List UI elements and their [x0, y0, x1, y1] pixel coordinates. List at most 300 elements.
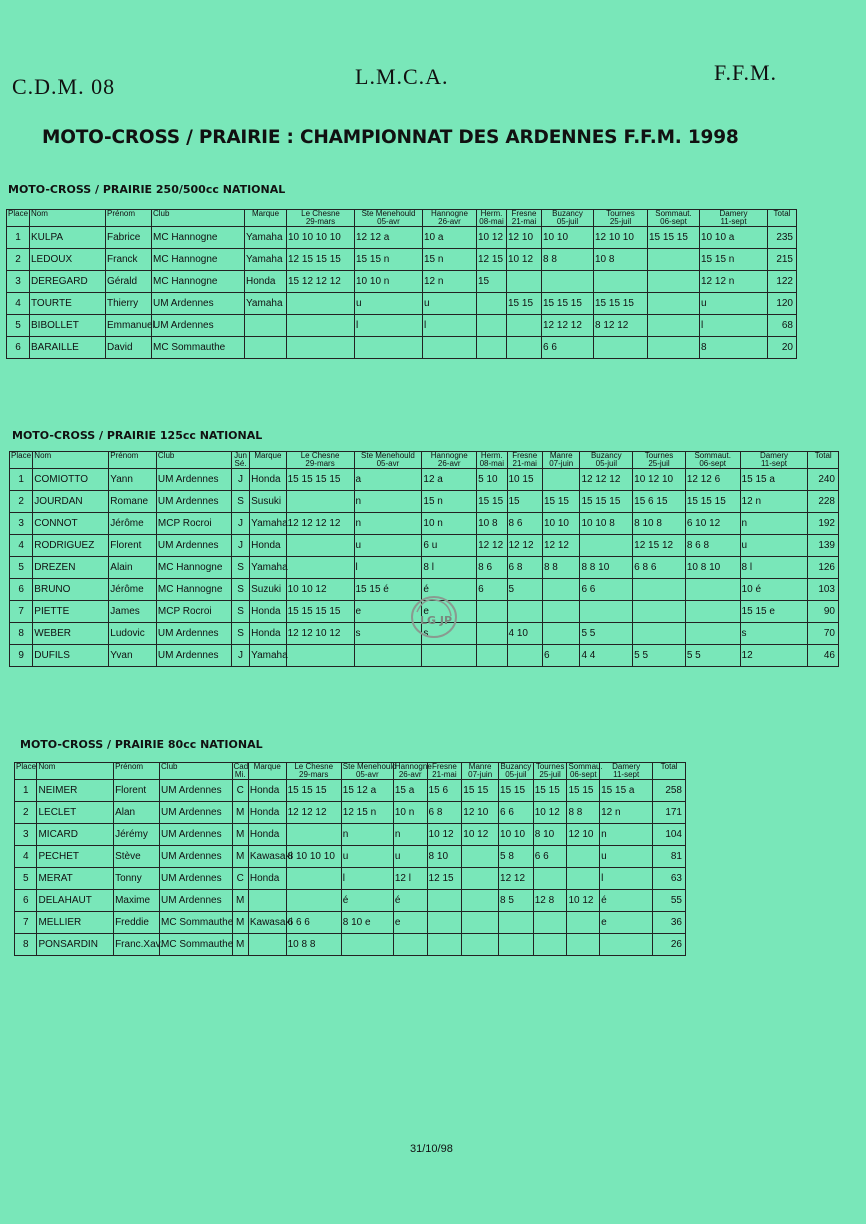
score-cell: M — [232, 890, 248, 912]
score-cell — [600, 934, 653, 956]
score-cell: S — [231, 601, 249, 623]
score-cell: e — [600, 912, 653, 934]
score-cell: 12 12 — [542, 535, 579, 557]
place-cell: 8 — [10, 623, 33, 645]
score-cell: 6 6 — [533, 846, 567, 868]
total-cell: 228 — [808, 491, 839, 513]
header-nom-blank — [37, 771, 114, 780]
results-table-80cc — [14, 762, 686, 956]
name-cell: MERAT — [37, 868, 114, 890]
score-cell: l — [354, 557, 422, 579]
score-cell: n — [354, 491, 422, 513]
header-nom-blank — [33, 460, 109, 469]
score-cell: 10 15 — [507, 469, 542, 491]
place-cell: 3 — [7, 271, 30, 293]
place-cell: 6 — [7, 337, 30, 359]
race-date: 29-mars — [286, 771, 341, 780]
race-name: Sommau. — [568, 762, 603, 771]
stamp-icon — [405, 590, 463, 644]
score-cell — [248, 934, 286, 956]
score-cell: Susuki — [250, 491, 286, 513]
name-cell: WEBER — [33, 623, 109, 645]
score-cell — [507, 315, 542, 337]
score-cell — [245, 315, 287, 337]
score-cell: 10 10 — [542, 513, 579, 535]
race-name: Manre — [542, 452, 579, 461]
race-date: 06-sept — [685, 460, 740, 469]
score-cell: 10 10 — [542, 227, 594, 249]
header-marque-blank — [245, 218, 287, 227]
score-cell: 15 12 12 12 — [287, 271, 355, 293]
score-cell — [542, 579, 579, 601]
score-cell: é — [422, 579, 477, 601]
race-date: 05-juil — [499, 771, 534, 780]
score-cell: 8 12 12 — [594, 315, 648, 337]
score-cell: 6 — [542, 645, 579, 667]
name-cell: LECLET — [37, 802, 114, 824]
race-name: Hannogne — [422, 452, 477, 461]
place-cell: 3 — [15, 824, 37, 846]
score-cell — [286, 645, 354, 667]
score-cell — [462, 846, 499, 868]
race-name: Fresne — [507, 452, 542, 461]
score-cell — [422, 645, 477, 667]
footer-date: 31/10/98 — [410, 1143, 453, 1155]
firstname-cell: Jérôme — [109, 513, 157, 535]
table-row — [10, 469, 839, 491]
race-date: 08-mai — [477, 218, 507, 227]
race-date: 11-sept — [600, 771, 653, 780]
firstname-cell: Florent — [114, 780, 160, 802]
race-name: Tournes — [594, 210, 648, 219]
header-nom: Nom — [30, 210, 106, 219]
total-cell: 55 — [653, 890, 686, 912]
total-cell: 63 — [653, 868, 686, 890]
score-cell: 6 8 6 — [633, 557, 686, 579]
score-cell — [542, 601, 579, 623]
score-cell: 12 10 — [507, 227, 542, 249]
score-cell: 8 10 e — [341, 912, 393, 934]
total-cell: 240 — [808, 469, 839, 491]
club-cell: UM Ardennes — [156, 645, 231, 667]
header-prenom: Prénom — [106, 210, 152, 219]
race-name: Le Chesne — [286, 452, 354, 461]
score-cell: Kawasaki — [248, 846, 286, 868]
race-date: 05-avr — [355, 218, 423, 227]
score-cell: 15 15 — [533, 780, 567, 802]
score-cell: s — [354, 623, 422, 645]
header-category-sub: Mi. — [232, 771, 248, 780]
firstname-cell: Jérôme — [109, 579, 157, 601]
club-cell: MC Sommauthe — [160, 934, 233, 956]
score-cell — [594, 271, 648, 293]
score-cell — [542, 469, 579, 491]
header-club-blank — [156, 460, 231, 469]
club-cell: MC Hannogne — [156, 557, 231, 579]
score-cell: 12 n — [740, 491, 808, 513]
score-cell: S — [231, 491, 249, 513]
name-cell: PONSARDIN — [37, 934, 114, 956]
score-cell: M — [232, 824, 248, 846]
score-cell: 15 15 15 15 — [286, 469, 354, 491]
score-cell: 15 n — [423, 249, 477, 271]
firstname-cell: Freddie — [114, 912, 160, 934]
table-row — [7, 249, 797, 271]
club-cell: UM Ardennes — [156, 535, 231, 557]
table-row — [15, 868, 686, 890]
header-total-blank — [653, 771, 686, 780]
score-cell: e — [393, 912, 427, 934]
score-cell — [287, 337, 355, 359]
race-date: 21-mai — [507, 218, 542, 227]
header-club-blank — [152, 218, 245, 227]
score-cell: Yamaha — [245, 249, 287, 271]
score-cell — [286, 868, 341, 890]
score-cell: 6 8 — [507, 557, 542, 579]
club-cell: UM Ardennes — [160, 846, 233, 868]
header-category: Jun — [231, 452, 249, 461]
score-cell: u — [393, 846, 427, 868]
race-date: 11-sept — [740, 460, 808, 469]
score-cell: u — [600, 846, 653, 868]
table-row — [15, 912, 686, 934]
score-cell: 8 10 10 10 — [286, 846, 341, 868]
name-cell: DUFILS — [33, 645, 109, 667]
score-cell: 15 15 n — [700, 249, 768, 271]
score-cell: Honda — [250, 623, 286, 645]
header-club: Club — [152, 210, 245, 219]
place-cell: 3 — [10, 513, 33, 535]
race-name: Damery — [700, 210, 768, 219]
score-cell — [648, 271, 700, 293]
race-date: 06-sept — [648, 218, 700, 227]
score-cell: Yamaha — [245, 293, 287, 315]
score-cell — [542, 271, 594, 293]
firstname-cell: Yann — [109, 469, 157, 491]
score-cell: é — [341, 890, 393, 912]
firstname-cell: Franc.Xav. — [114, 934, 160, 956]
race-name: Tournes — [533, 763, 567, 772]
score-cell: 12 10 — [567, 824, 600, 846]
header-category: Cad — [233, 762, 249, 771]
section-title-250-500cc: MOTO-CROSS / PRAIRIE 250/500cc NATIONAL — [8, 183, 286, 196]
name-cell: COMIOTTO — [33, 469, 109, 491]
score-cell — [533, 912, 567, 934]
name-cell: BARAILLE — [30, 337, 106, 359]
header-marque: Marque — [248, 763, 286, 772]
score-cell: Honda — [250, 469, 286, 491]
score-cell: 15 n — [422, 491, 477, 513]
score-cell: 15 15 n — [355, 249, 423, 271]
score-cell: 15 — [507, 491, 542, 513]
name-cell: KULPA — [30, 227, 106, 249]
score-cell — [354, 645, 422, 667]
score-cell: n — [393, 824, 427, 846]
score-cell: 8 — [700, 337, 768, 359]
total-cell: 104 — [653, 824, 686, 846]
header-prenom: Prénom — [114, 763, 160, 772]
score-cell: 15 15 — [567, 780, 600, 802]
score-cell: 8 10 — [533, 824, 567, 846]
total-cell: 215 — [768, 249, 797, 271]
header-category-sub: Sé. — [231, 460, 249, 469]
score-cell: 5 10 — [477, 469, 507, 491]
place-cell: 6 — [15, 890, 37, 912]
firstname-cell: Ludovic — [109, 623, 157, 645]
header-total: Total — [768, 210, 797, 219]
table-row — [15, 780, 686, 802]
score-cell: 15 15 — [477, 491, 507, 513]
place-cell: 1 — [15, 780, 37, 802]
table-row — [10, 491, 839, 513]
total-cell: 192 — [808, 513, 839, 535]
score-cell — [341, 934, 393, 956]
header-total-blank — [768, 218, 797, 227]
score-cell — [286, 557, 354, 579]
firstname-cell: Emmanuel — [106, 315, 152, 337]
score-cell: 15 6 15 — [633, 491, 686, 513]
score-cell — [477, 645, 507, 667]
place-cell: 4 — [15, 846, 37, 868]
club-cell: MC Sommauthe — [152, 337, 245, 359]
score-cell — [507, 645, 542, 667]
race-date: 05-juil — [580, 460, 633, 469]
score-cell — [507, 337, 542, 359]
race-name: Fresne — [507, 210, 542, 219]
race-name: Tournes — [633, 452, 686, 461]
name-cell: TOURTE — [30, 293, 106, 315]
score-cell: 5 5 — [633, 645, 686, 667]
place-cell: 2 — [15, 802, 37, 824]
race-date: 07-juin — [542, 460, 579, 469]
score-cell: 10 é — [740, 579, 808, 601]
score-cell: 12 a — [422, 469, 477, 491]
name-cell: DELAHAUT — [37, 890, 114, 912]
score-cell — [462, 912, 499, 934]
score-cell — [286, 491, 354, 513]
score-cell — [580, 601, 633, 623]
total-cell: 171 — [653, 802, 686, 824]
score-cell — [286, 890, 341, 912]
table-row — [7, 293, 797, 315]
score-cell: u — [740, 535, 808, 557]
table-row — [7, 227, 797, 249]
race-name: Buzancy — [499, 763, 534, 772]
score-cell: J — [231, 513, 249, 535]
score-cell — [633, 623, 686, 645]
race-name: Hannogne — [394, 762, 432, 771]
score-cell: 10 12 — [567, 890, 600, 912]
club-cell: MC Hannogne — [152, 227, 245, 249]
score-cell: 12 12 — [507, 535, 542, 557]
score-cell: 12 l — [393, 868, 427, 890]
score-cell: 12 10 — [462, 802, 499, 824]
score-cell: 10 10 — [499, 824, 534, 846]
score-cell: 8 10 — [427, 846, 462, 868]
total-cell: 20 — [768, 337, 797, 359]
table-row — [15, 890, 686, 912]
score-cell: 12 15 — [427, 868, 462, 890]
header-place-blank — [15, 771, 37, 780]
header-prenom-blank — [106, 218, 152, 227]
score-cell: 15 15 é — [354, 579, 422, 601]
header-marque-blank — [248, 771, 286, 780]
score-cell: 10 8 — [594, 249, 648, 271]
race-date: 07-juin — [462, 771, 499, 780]
race-name: Ste Menehould — [342, 762, 397, 771]
place-cell: 8 — [15, 934, 37, 956]
score-cell: 8 l — [422, 557, 477, 579]
total-cell: 36 — [653, 912, 686, 934]
score-cell — [567, 934, 600, 956]
club-cell: UM Ardennes — [160, 824, 233, 846]
score-cell: 8 l — [740, 557, 808, 579]
header-total-blank — [808, 460, 839, 469]
firstname-cell: Thierry — [106, 293, 152, 315]
place-cell: 7 — [10, 601, 33, 623]
score-cell: 12 15 n — [341, 802, 393, 824]
score-cell: s — [422, 623, 477, 645]
race-name: Ste Menehould — [355, 210, 423, 219]
score-cell — [286, 824, 341, 846]
score-cell: 15 15 — [542, 491, 579, 513]
score-cell: M — [232, 802, 248, 824]
score-cell — [685, 623, 740, 645]
place-cell: 1 — [7, 227, 30, 249]
header-left: C.D.M. 08 — [12, 74, 116, 99]
firstname-cell: Stève — [114, 846, 160, 868]
race-name: Fresne — [427, 763, 462, 772]
score-cell — [248, 890, 286, 912]
header-marque: Marque — [245, 210, 287, 219]
score-cell: 15 15 15 — [580, 491, 633, 513]
race-date: 26-avr — [393, 771, 427, 780]
header-place: Place — [16, 762, 37, 771]
score-cell: 15 12 a — [341, 780, 393, 802]
firstname-cell: Jérémy — [114, 824, 160, 846]
race-date: 29-mars — [287, 218, 355, 227]
score-cell — [507, 271, 542, 293]
table-row — [10, 557, 839, 579]
score-cell: 8 10 8 — [633, 513, 686, 535]
name-cell: JOURDAN — [33, 491, 109, 513]
score-cell: M — [232, 846, 248, 868]
race-date: 29-mars — [286, 460, 354, 469]
club-cell: MC Sommauthe — [160, 912, 233, 934]
header-place: Place — [11, 451, 32, 460]
header-nom: Nom — [33, 452, 109, 461]
firstname-cell: Tonny — [114, 868, 160, 890]
score-cell: 10 12 — [427, 824, 462, 846]
place-cell: 7 — [15, 912, 37, 934]
race-date: 26-avr — [423, 218, 477, 227]
club-cell: MC Hannogne — [152, 249, 245, 271]
firstname-cell: Alain — [109, 557, 157, 579]
score-cell: Yamaha — [250, 513, 286, 535]
score-cell: 15 15 e — [740, 601, 808, 623]
score-cell: S — [231, 579, 249, 601]
section-title-125cc: MOTO-CROSS / PRAIRIE 125cc NATIONAL — [12, 429, 263, 442]
race-name: Herm. — [477, 210, 507, 219]
race-date: 26-avr — [422, 460, 477, 469]
score-cell: S — [231, 557, 249, 579]
score-cell: 6 8 — [427, 802, 462, 824]
score-cell: n — [341, 824, 393, 846]
score-cell: 12 15 — [477, 249, 507, 271]
score-cell: 15 15 15 15 — [286, 601, 354, 623]
score-cell: Kawasaki — [248, 912, 286, 934]
table-row — [10, 513, 839, 535]
total-cell: 68 — [768, 315, 797, 337]
total-cell: 126 — [808, 557, 839, 579]
results-table-250-500cc — [6, 209, 797, 359]
score-cell — [462, 890, 499, 912]
total-cell: 120 — [768, 293, 797, 315]
page-title: MOTO-CROSS / PRAIRIE : CHAMPIONNAT DES ARDENNES F.F.M. 1998 — [42, 127, 739, 148]
header-marque: Marque — [250, 452, 286, 461]
score-cell: M — [232, 934, 248, 956]
score-cell — [477, 315, 507, 337]
club-cell: UM Ardennes — [160, 802, 233, 824]
name-cell: BIBOLLET — [30, 315, 106, 337]
club-cell: UM Ardennes — [156, 491, 231, 513]
total-cell: 26 — [653, 934, 686, 956]
header-right: F.F.M. — [714, 60, 778, 85]
table-row — [10, 535, 839, 557]
score-cell: é — [393, 890, 427, 912]
score-cell: 10 12 — [533, 802, 567, 824]
score-cell — [462, 868, 499, 890]
place-cell: 2 — [10, 491, 33, 513]
score-cell: 6 6 6 — [286, 912, 341, 934]
score-cell: 8 8 — [567, 802, 600, 824]
score-cell: 12 12 12 12 — [286, 513, 354, 535]
score-cell: 12 15 15 15 — [287, 249, 355, 271]
total-cell: 235 — [768, 227, 797, 249]
score-cell: u — [341, 846, 393, 868]
score-cell: S — [231, 623, 249, 645]
name-cell: PIETTE — [33, 601, 109, 623]
score-cell: 10 12 — [462, 824, 499, 846]
score-cell: 15 15 15 — [648, 227, 700, 249]
club-cell: UM Ardennes — [160, 780, 233, 802]
score-cell: 12 — [740, 645, 808, 667]
score-cell — [287, 315, 355, 337]
score-cell: 12 10 10 — [594, 227, 648, 249]
score-cell: 12 12 n — [700, 271, 768, 293]
score-cell — [393, 934, 427, 956]
score-cell: 12 n — [423, 271, 477, 293]
score-cell — [567, 912, 600, 934]
club-cell: MC Hannogne — [156, 579, 231, 601]
score-cell — [648, 293, 700, 315]
firstname-cell: Franck — [106, 249, 152, 271]
race-date: 25-juil — [594, 218, 648, 227]
place-cell: 4 — [7, 293, 30, 315]
race-name: Ste Menehould — [354, 452, 422, 461]
score-cell: 12 12 — [499, 868, 534, 890]
header-total: Total — [808, 452, 839, 461]
score-cell — [427, 934, 462, 956]
score-cell: 15 15 — [462, 780, 499, 802]
score-cell: 15 15 — [499, 780, 534, 802]
race-date: 05-avr — [354, 460, 422, 469]
score-cell: 15 15 a — [740, 469, 808, 491]
score-cell: 8 5 — [499, 890, 534, 912]
score-cell: 10 12 10 — [633, 469, 686, 491]
club-cell: UM Ardennes — [160, 890, 233, 912]
score-cell: 6 6 — [542, 337, 594, 359]
